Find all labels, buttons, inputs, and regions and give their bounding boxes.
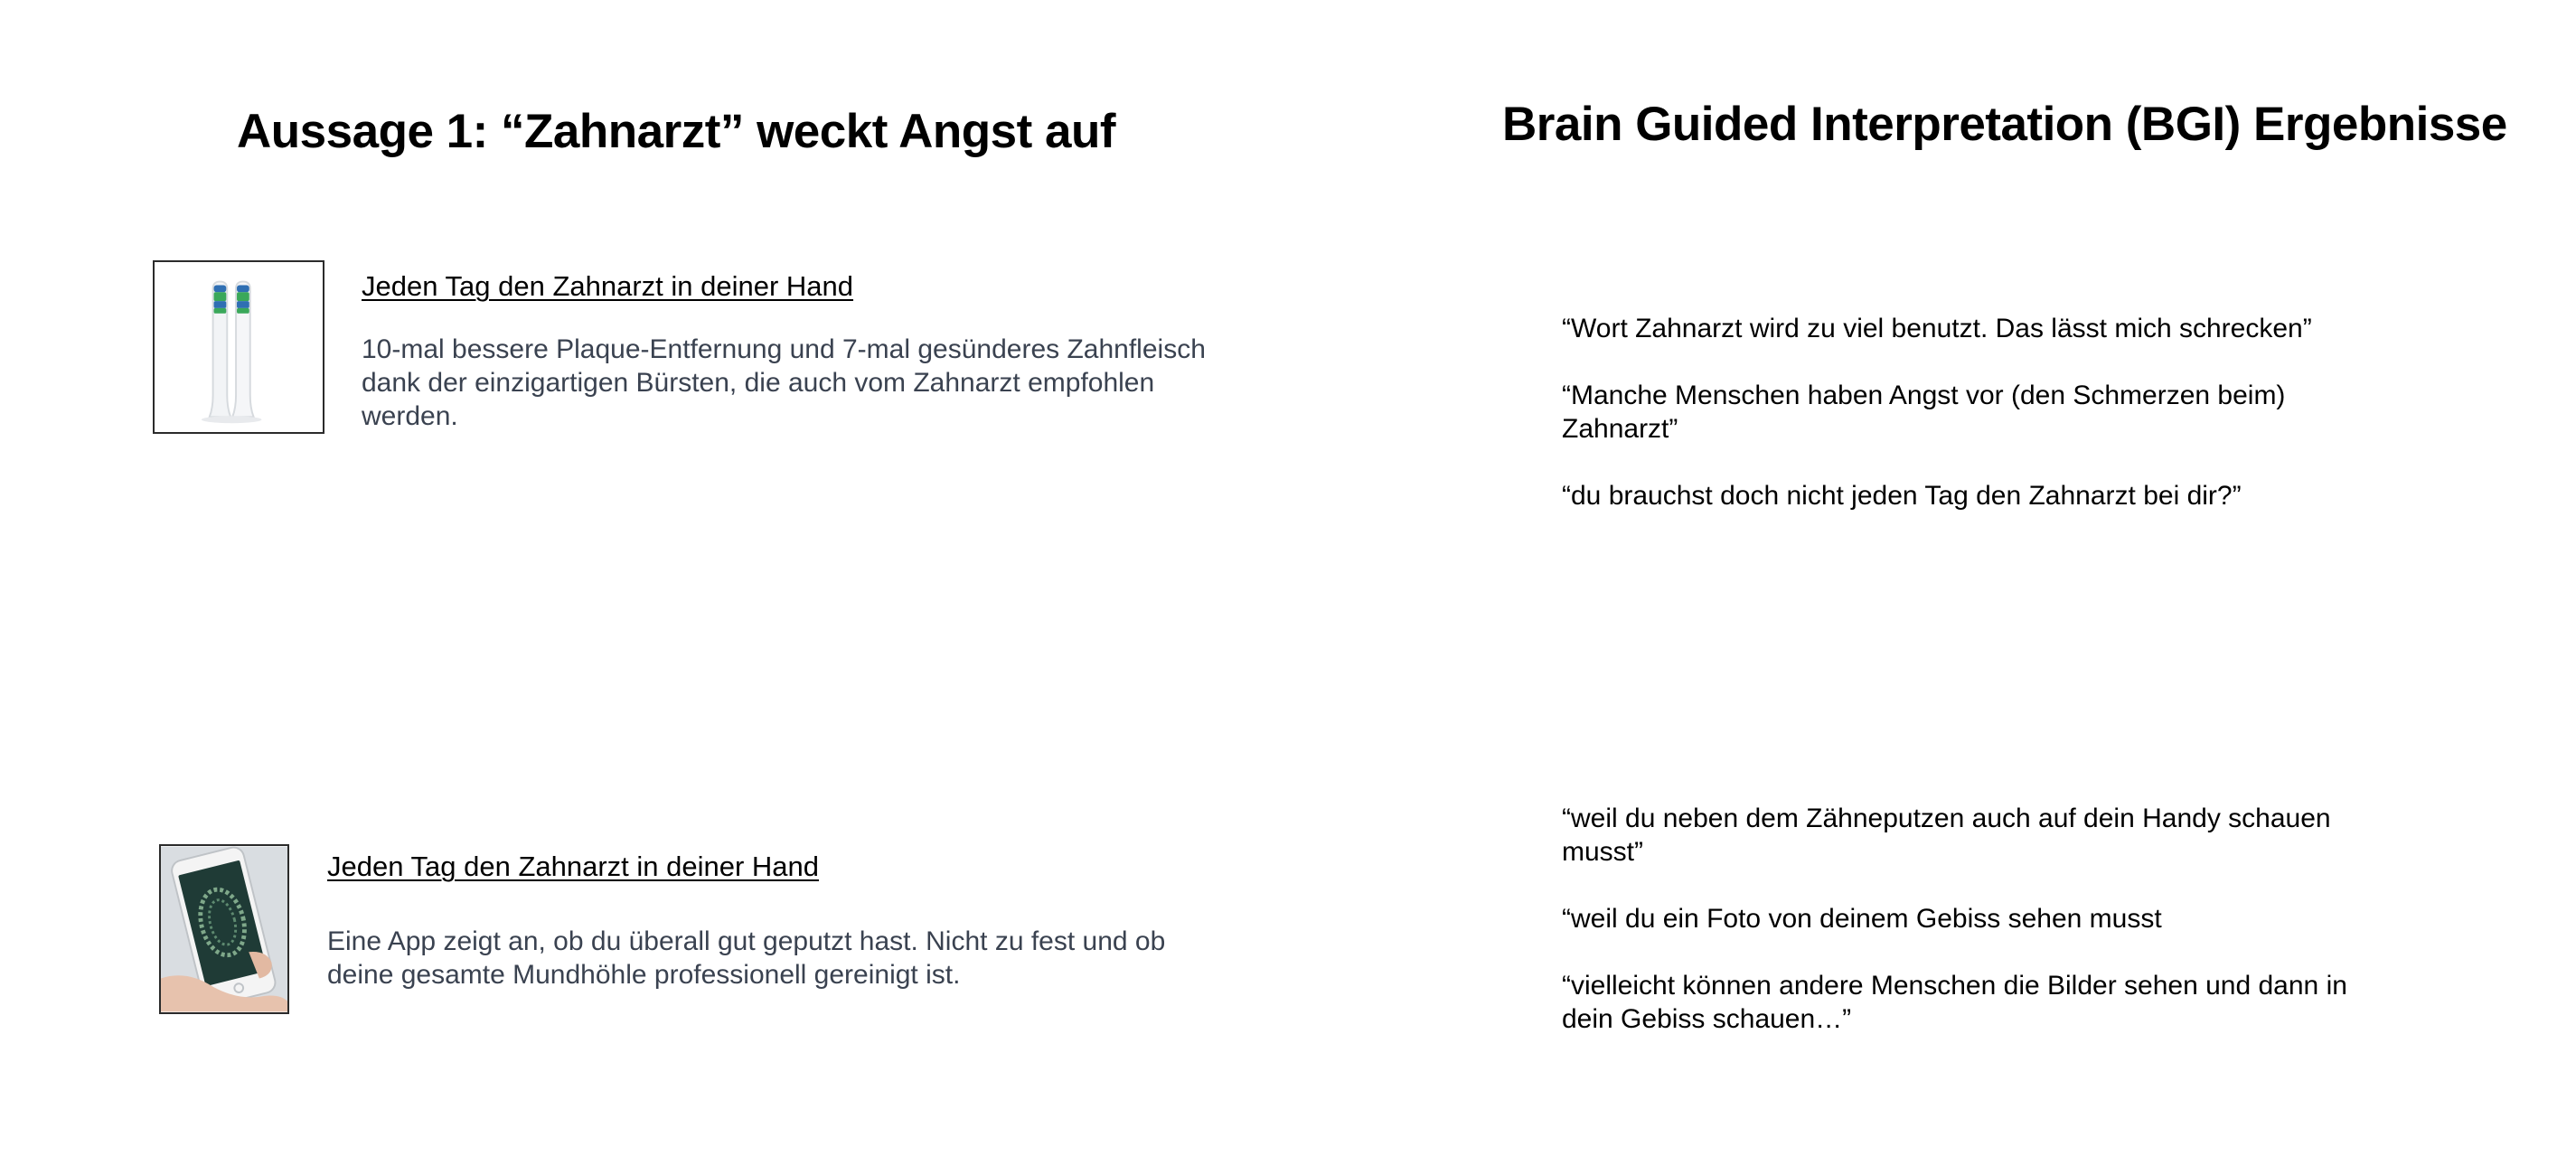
bgi-quote-group: [1562, 802, 2402, 1069]
bgi-quote: “vielleicht können andere Menschen die Bilder sehen und dann in dein Gebiss schauen…”: [1562, 971, 2347, 1034]
bgi-quote: “Wort Zahnarzt wird zu viel benutzt. Das lässt mich schrecken”: [1562, 314, 2312, 343]
smartphone-app-icon: [161, 846, 287, 1012]
smartphone-app-image: [159, 844, 289, 1014]
right-title: Brain Guided Interpretation (BGI) Ergebnisse: [1502, 98, 2507, 151]
ad-body-text: Eine App zeigt an, ob du überall gut geputzt hast. Nicht zu fest und ob deine gesamte Mundhöhle professionell gereinigt ist.: [327, 926, 1166, 990]
bgi-quote: “du brauchst doch nicht jeden Tag den Zahnarzt bei dir?”: [1562, 481, 2242, 511]
bgi-quote-group: [1562, 312, 2402, 546]
bgi-quote: “weil du neben dem Zähneputzen auch auf dein Handy schauen musst”: [1562, 804, 2331, 867]
ad-body-text: 10-mal bessere Plaque-Entfernung und 7-mal gesünderes Zahnfleisch dank der einzigartigen Bürsten, die auch vom Zahnarzt empfohlen werden.: [362, 334, 1206, 431]
bgi-quote: “Manche Menschen haben Angst vor (den Schmerzen beim) Zahnarzt”: [1562, 381, 2286, 444]
left-title: Aussage 1: “Zahnarzt” weckt Angst auf: [237, 105, 1116, 158]
toothbrush-heads-image: [153, 260, 324, 434]
toothbrush-heads-icon: [155, 262, 323, 432]
ad-headline: Jeden Tag den Zahnarzt in deiner Hand: [327, 851, 820, 882]
bgi-quote: “weil du ein Foto von deinem Gebiss sehen musst: [1562, 904, 2162, 934]
ad-headline: Jeden Tag den Zahnarzt in deiner Hand: [362, 270, 854, 302]
